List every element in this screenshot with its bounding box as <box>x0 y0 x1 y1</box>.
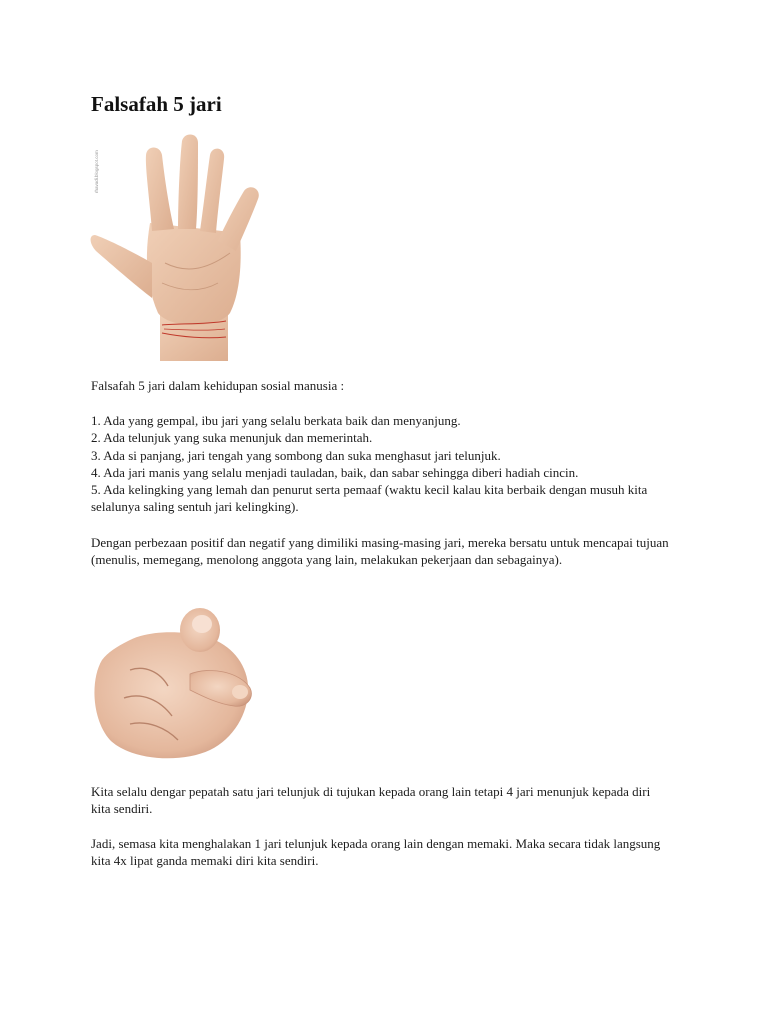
paragraph-proverb: Kita selalu dengar pepatah satu jari telunjuk di tujukan kepada orang lain tetapi 4 jari menunjuk kepada diri kita sendiri. <box>91 784 651 817</box>
list-item: 5. Ada kelingking yang lemah dan penurut serta pemaaf (waktu kecil kalau kita berbaik dengan musuh kita selalunya saling sentuh jari kelingking). <box>91 482 648 515</box>
pointing-finger-hand-icon <box>90 600 258 764</box>
list-item: 4. Ada jari manis yang selalu menjadi tauladan, baik, dan sabar sehingga diberi hadiah cincin. <box>91 464 579 480</box>
paragraph-unity: Dengan perbezaan positif dan negatif yang dimiliki masing-masing jari, mereka bersatu untuk mencapai tujuan (menulis, memegang, menolong anggota yang lain, melakukan pekerjaan dan sebagainya). <box>91 535 669 568</box>
finger-list <box>91 412 671 516</box>
watermark-text: rhavadi.blogspot.com <box>94 150 99 193</box>
intro-text: Falsafah 5 jari dalam kehidupan sosial manusia : <box>91 378 345 393</box>
paragraph-conclusion: Jadi, semasa kita menghalakan 1 jari telunjuk kepada orang lain dengan memaki. Maka secara tidak langsung kita 4x lipat ganda memaki diri kita sendiri. <box>91 836 661 869</box>
list-item: 3. Ada si panjang, jari tengah yang sombong dan suka menghasut jari telunjuk. <box>91 447 501 463</box>
page-title: Falsafah 5 jari <box>91 92 222 116</box>
open-palm-hand-icon <box>90 133 265 361</box>
list-item: 1. Ada yang gempal, ibu jari yang selalu berkata baik dan menyanjung. <box>91 413 461 428</box>
list-item: 2. Ada telunjuk yang suka menunjuk dan memerintah. <box>91 430 373 446</box>
